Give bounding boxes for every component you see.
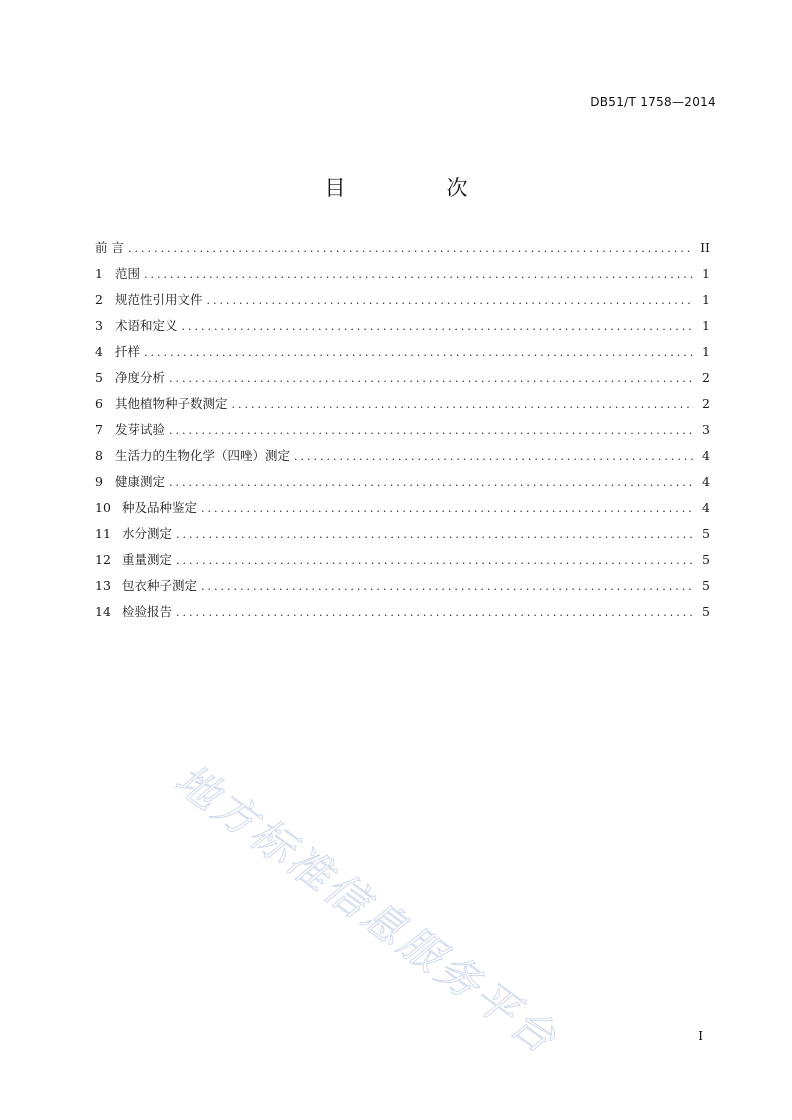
toc-title: 目 次 — [324, 176, 508, 200]
toc-entry-number: 11 — [95, 526, 111, 541]
toc-entry-sampling[interactable] — [95, 342, 710, 368]
toc-entry-label: 健康测定 — [115, 474, 166, 489]
toc-entry-number: 5 — [95, 370, 103, 385]
toc-entry-other-seed-count[interactable] — [95, 394, 710, 420]
toc-entry-label: 生活力的生物化学（四唑）测定 — [115, 448, 291, 463]
toc-entry-label: 净度分析 — [115, 370, 166, 385]
toc-leader-dots — [169, 421, 694, 441]
toc-leader-dots — [144, 343, 694, 363]
toc-entry-page: 5 — [702, 526, 710, 541]
toc-leader-dots — [201, 499, 694, 519]
toc-entry-variety-identification[interactable] — [95, 498, 710, 524]
toc-entry-label: 前 言 — [95, 240, 124, 255]
toc-leader-dots — [176, 525, 694, 545]
toc-entry-number: 6 — [95, 396, 103, 411]
toc-leader-dots — [182, 317, 694, 337]
table-of-contents — [95, 238, 710, 628]
toc-entry-page: 1 — [702, 266, 710, 281]
toc-leader-dots — [169, 369, 694, 389]
toc-leader-dots — [169, 473, 694, 493]
toc-entry-page: 5 — [702, 578, 710, 593]
toc-entry-health-test[interactable] — [95, 472, 710, 498]
toc-entry-number: 4 — [95, 344, 103, 359]
toc-leader-dots — [294, 447, 694, 467]
toc-entry-number: 7 — [95, 422, 103, 437]
toc-entry-page: 5 — [702, 604, 710, 619]
toc-entry-tetrazolium-test[interactable] — [95, 446, 710, 472]
toc-entry-weight-test[interactable] — [95, 550, 710, 576]
toc-entry-label: 其他植物种子数测定 — [115, 396, 228, 411]
toc-entry-page: 4 — [702, 500, 710, 515]
toc-entry-label: 重量测定 — [122, 552, 173, 567]
toc-entry-label: 范围 — [115, 266, 141, 281]
toc-entry-terms-definitions[interactable] — [95, 316, 710, 342]
toc-entry-page: 5 — [702, 552, 710, 567]
toc-entry-page: 1 — [702, 344, 710, 359]
toc-entry-label: 发芽试验 — [115, 422, 166, 437]
toc-entry-foreword[interactable] — [95, 238, 710, 264]
toc-entry-number: 10 — [95, 500, 111, 515]
toc-leader-dots — [128, 239, 694, 259]
toc-entry-page: 1 — [702, 318, 710, 333]
toc-leader-dots — [176, 603, 694, 623]
toc-entry-label: 规范性引用文件 — [115, 292, 203, 307]
toc-entry-label: 种及品种鉴定 — [122, 500, 198, 515]
toc-leader-dots — [207, 291, 694, 311]
toc-leader-dots — [176, 551, 694, 571]
toc-entry-number: 13 — [95, 578, 111, 593]
toc-entry-page: 2 — [702, 370, 710, 385]
toc-entry-page: 3 — [702, 422, 710, 437]
toc-entry-number: 1 — [95, 266, 103, 281]
toc-entry-number: 2 — [95, 292, 103, 307]
toc-leader-dots — [144, 265, 694, 285]
toc-entry-page: 1 — [702, 292, 710, 307]
toc-leader-dots — [201, 577, 694, 597]
toc-entry-label: 包衣种子测定 — [122, 578, 198, 593]
toc-entry-page: II — [700, 240, 710, 255]
toc-entry-number: 9 — [95, 474, 103, 489]
toc-entry-germination-test[interactable] — [95, 420, 710, 446]
toc-entry-number: 14 — [95, 604, 111, 619]
toc-entry-page: 4 — [702, 448, 710, 463]
toc-entry-moisture-test[interactable] — [95, 524, 710, 550]
toc-entry-label: 术语和定义 — [115, 318, 178, 333]
toc-entry-label: 水分测定 — [122, 526, 173, 541]
toc-entry-label: 扦样 — [115, 344, 141, 359]
toc-entry-number: 3 — [95, 318, 103, 333]
toc-entry-scope[interactable] — [95, 264, 710, 290]
toc-entry-page: 2 — [702, 396, 710, 411]
toc-entry-label: 检验报告 — [122, 604, 173, 619]
toc-entry-test-report[interactable] — [95, 602, 710, 628]
toc-entry-coated-seed-test[interactable] — [95, 576, 710, 602]
toc-leader-dots — [232, 395, 694, 415]
toc-entry-number: 12 — [95, 552, 111, 567]
toc-entry-purity-analysis[interactable] — [95, 368, 710, 394]
watermark: 地方标准信息服务平台 — [166, 754, 568, 1065]
toc-entry-number: 8 — [95, 448, 103, 463]
toc-entry-normative-references[interactable] — [95, 290, 710, 316]
page-number: I — [698, 1029, 703, 1043]
document-code: DB51/T 1758—2014 — [590, 95, 716, 109]
toc-entry-page: 4 — [702, 474, 710, 489]
